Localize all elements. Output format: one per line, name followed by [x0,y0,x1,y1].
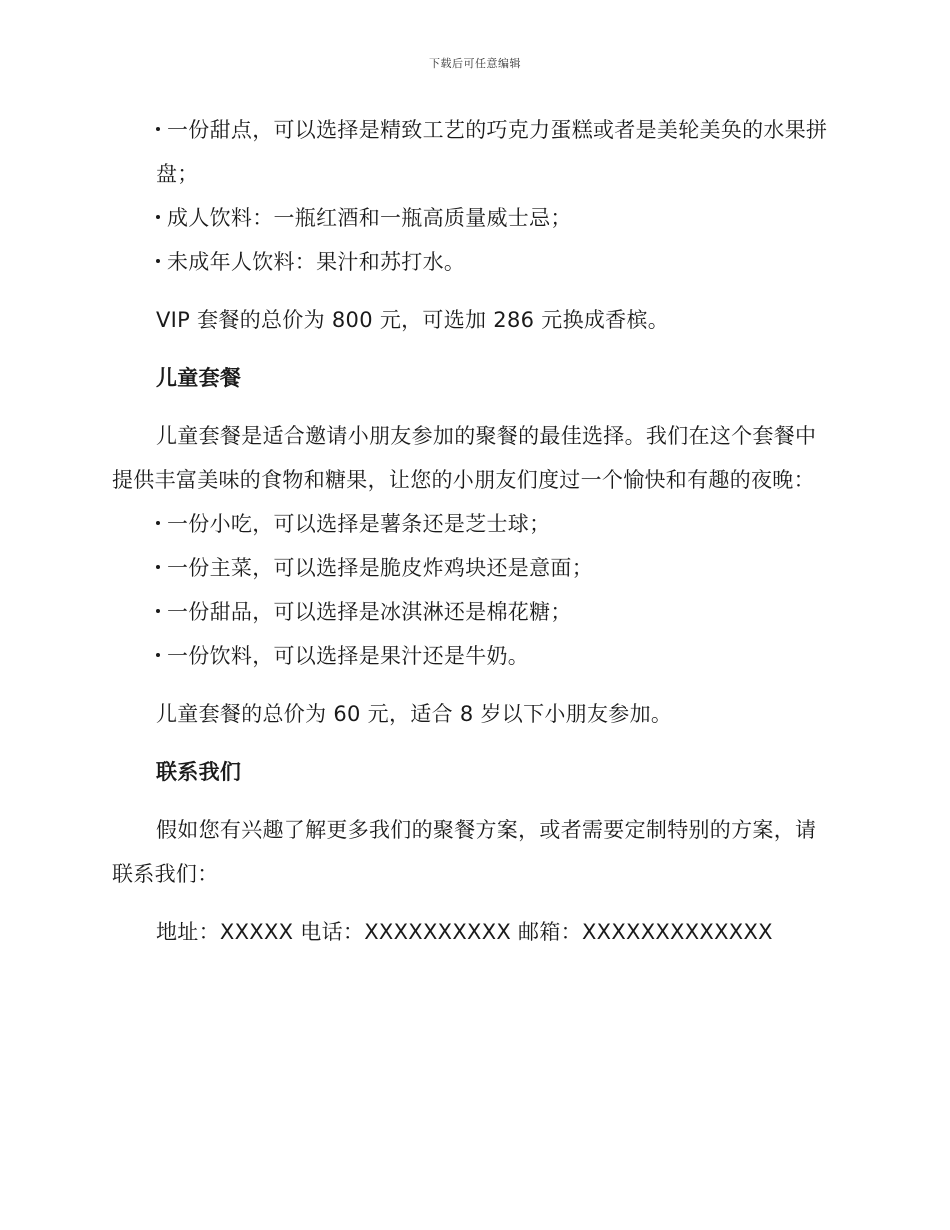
kids-item-text: 一份饮料，可以选择是果汁还是牛奶。 [167,644,530,668]
vip-price-text: VIP 套餐的总价为 800 元，可选加 286 元换成香槟。 [156,308,670,332]
list-item [112,634,832,678]
list-item [112,108,832,196]
header-note: 下载后可任意编辑 [429,57,521,70]
contact-heading: 联系我们 [156,760,242,784]
kids-item-text: 一份小吃，可以选择是薯条还是芝士球； [167,512,551,536]
list-item [112,196,832,240]
kids-intro: 儿童套餐是适合邀请小朋友参加的聚餐的最佳选择。我们在这个套餐中提供丰富美味的食物和糖果，让您的小朋友们度过一个愉快和有趣的夜晚： [112,424,817,492]
list-item [112,240,832,284]
vip-item-text: 未成年人饮料：果汁和苏打水。 [167,250,466,274]
vip-item-text: 一份甜点，可以选择是精致工艺的巧克力蛋糕或者是美轮美奂的水果拼盘； [156,118,828,186]
list-item [112,502,832,546]
bullet-icon [156,127,160,131]
list-item [112,590,832,634]
list-item [112,546,832,590]
kids-heading: 儿童套餐 [156,366,242,390]
bullet-icon [156,521,160,525]
bullet-icon [156,609,160,613]
contact-details: 地址：XXXXX 电话：XXXXXXXXXX 邮箱：XXXXXXXXXXXXX [156,920,773,944]
bullet-icon [156,565,160,569]
bullet-icon [156,259,160,263]
document-body [112,108,832,954]
bullet-icon [156,215,160,219]
kids-price-text: 儿童套餐的总价为 60 元，适合 8 岁以下小朋友参加。 [156,702,673,726]
bullet-icon [156,653,160,657]
vip-item-text: 成人饮料：一瓶红酒和一瓶高质量威士忌； [167,206,572,230]
kids-item-text: 一份甜品，可以选择是冰淇淋还是棉花糖； [167,600,572,624]
contact-intro: 假如您有兴趣了解更多我们的聚餐方案，或者需要定制特别的方案，请联系我们： [112,818,817,886]
kids-item-text: 一份主菜，可以选择是脆皮炸鸡块还是意面； [167,556,593,580]
